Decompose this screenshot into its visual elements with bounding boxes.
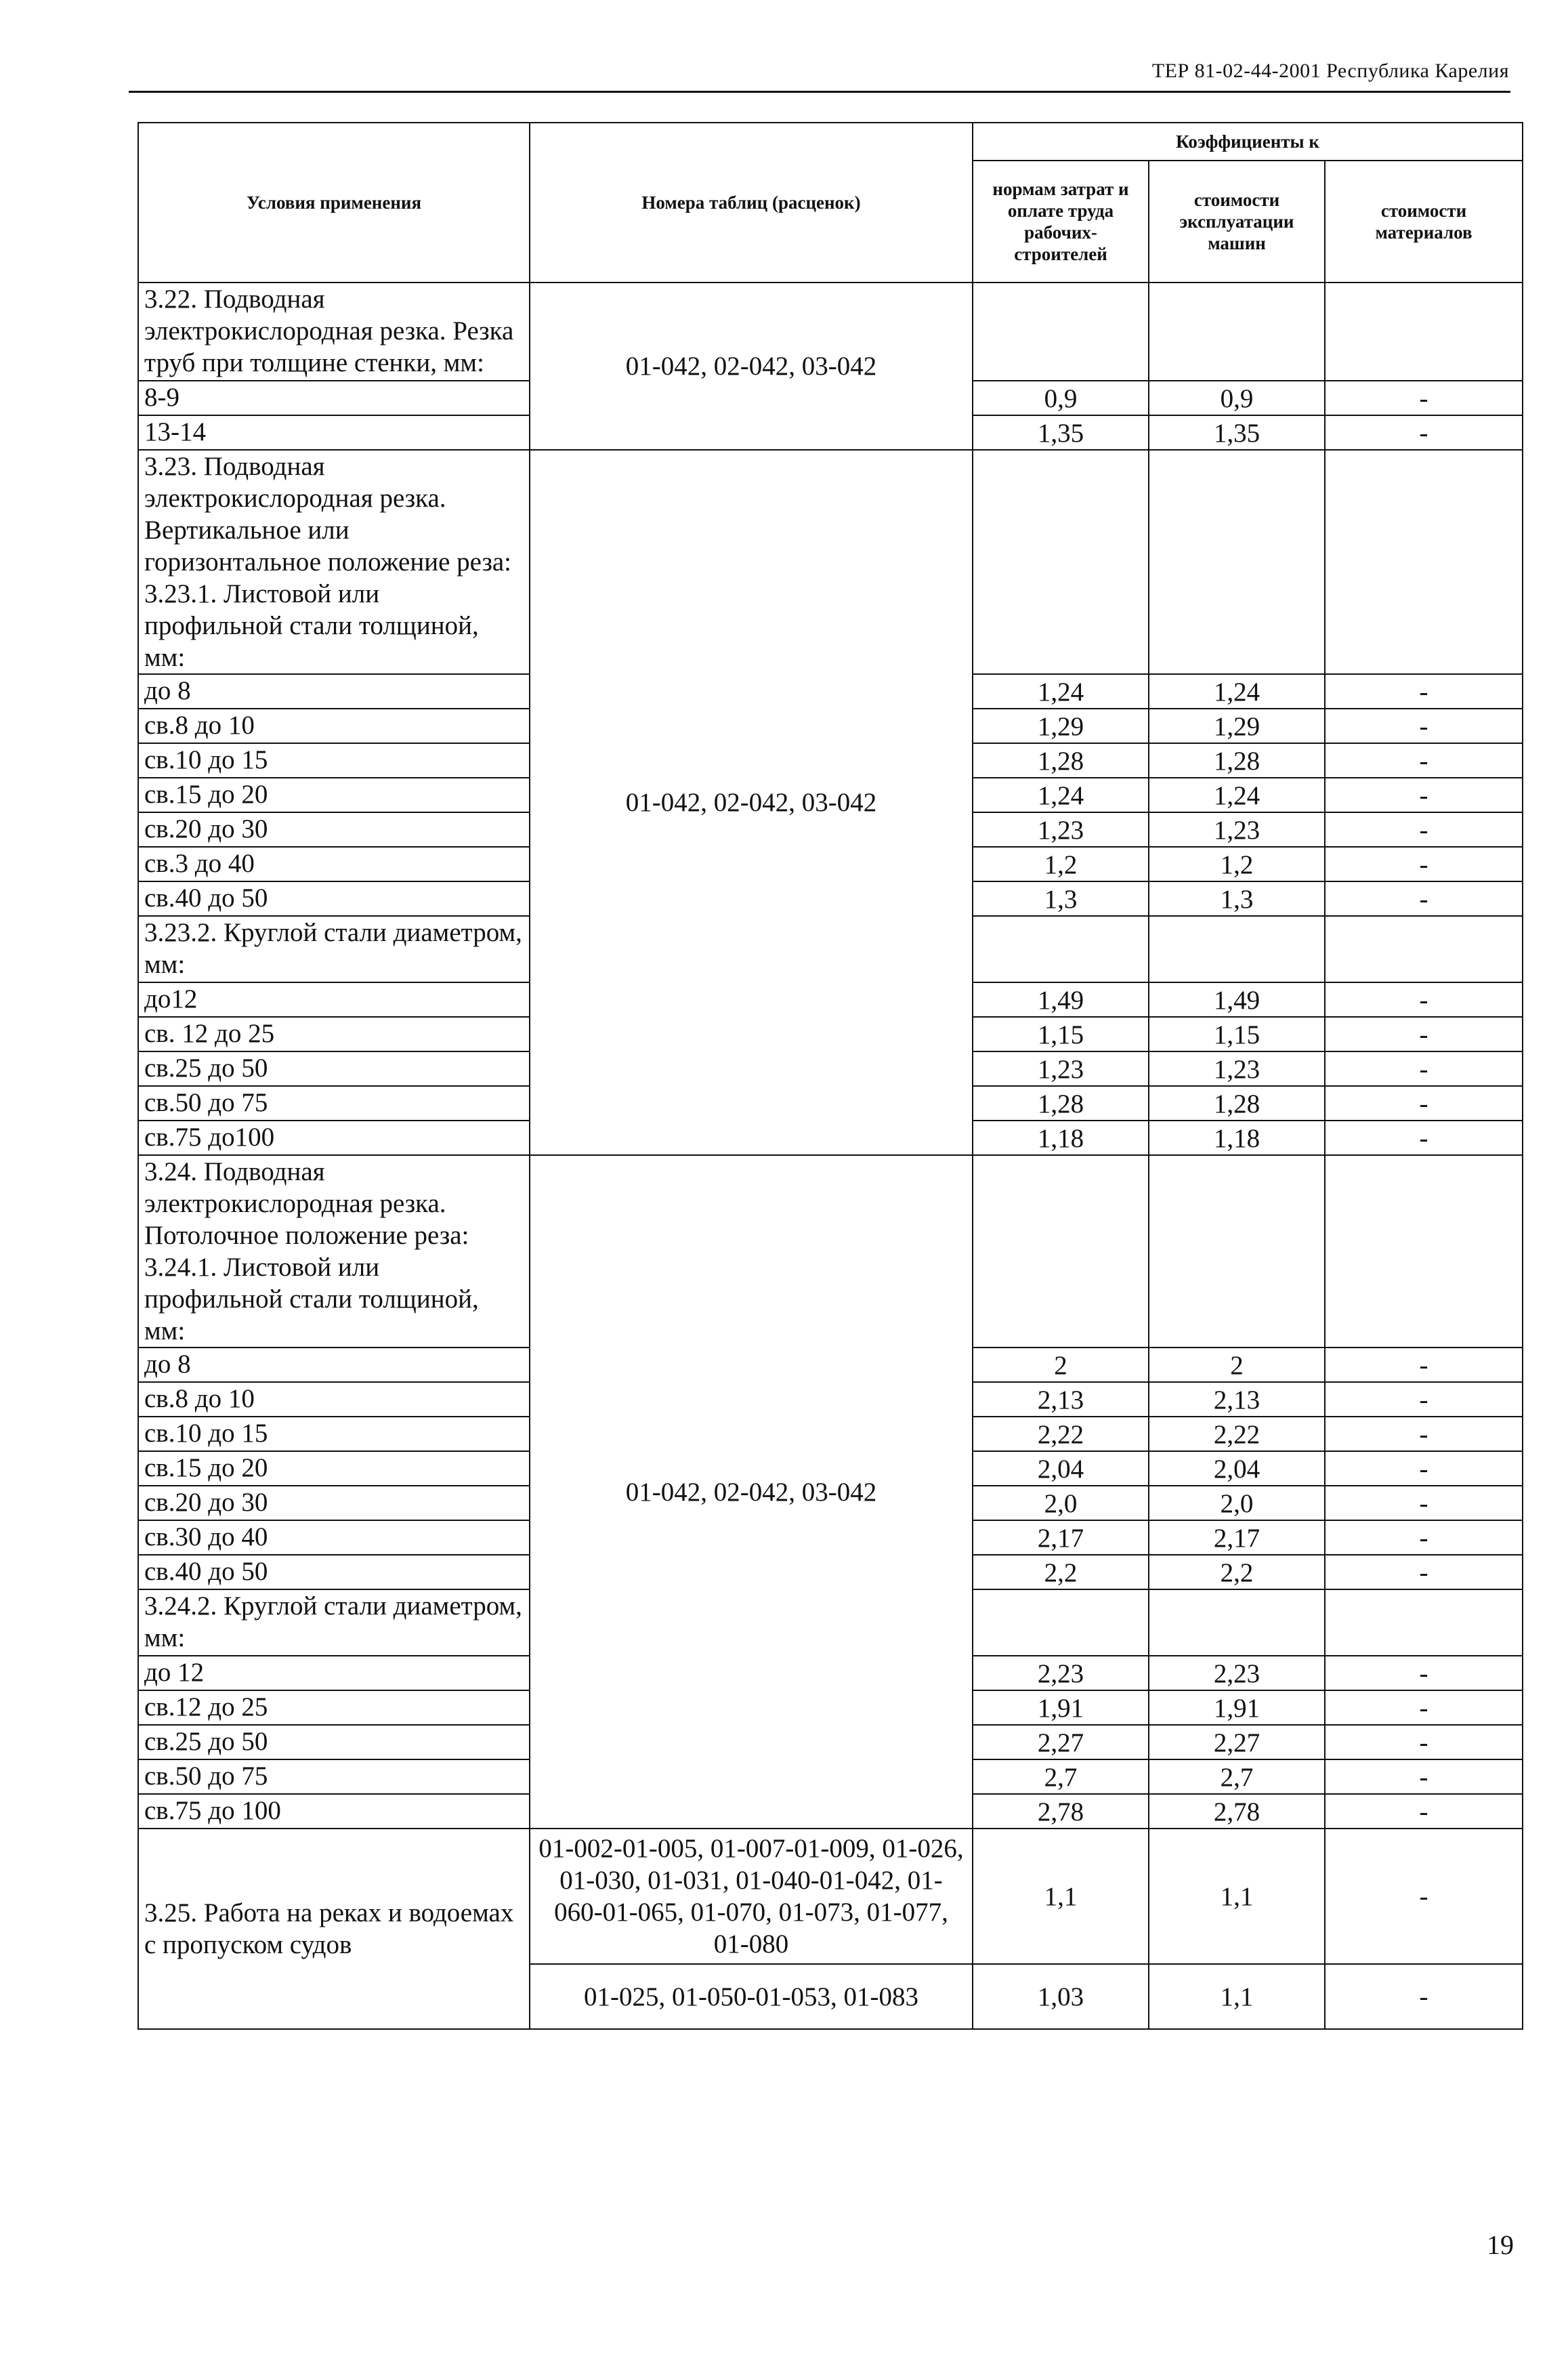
machines-coefficient-cell: 2,22 [1149, 1417, 1325, 1451]
header-table-numbers: Номера таблиц (расценок) [530, 123, 973, 283]
materials-coefficient-cell [1325, 1155, 1523, 1348]
labor-coefficient-cell: 1,03 [973, 1964, 1149, 2029]
labor-coefficient-cell: 1,24 [973, 778, 1149, 812]
materials-coefficient-cell [1325, 1589, 1523, 1656]
labor-coefficient-cell: 1,28 [973, 1086, 1149, 1121]
header-row-1 [138, 123, 1523, 161]
labor-coefficient-cell: 1,29 [973, 709, 1149, 743]
condition-cell: св.8 до 10 [138, 1382, 530, 1417]
labor-coefficient-cell [973, 283, 1149, 381]
machines-coefficient-cell: 2,0 [1149, 1486, 1325, 1520]
labor-coefficient-cell: 2,17 [973, 1520, 1149, 1555]
machines-coefficient-cell: 2,2 [1149, 1555, 1325, 1589]
document-header: ТЕР 81-02-44-2001 Республика Карелия [1151, 60, 1509, 82]
materials-coefficient-cell: - [1325, 1382, 1523, 1417]
condition-cell: до 8 [138, 1348, 530, 1382]
materials-coefficient-cell: - [1325, 1520, 1523, 1555]
machines-coefficient-cell: 2,17 [1149, 1520, 1325, 1555]
header-rule [129, 91, 1510, 93]
machines-coefficient-cell: 1,18 [1149, 1121, 1325, 1155]
materials-coefficient-cell: - [1325, 778, 1523, 812]
table-numbers-cell: 01-002-01-005, 01-007-01-009, 01-026, 01-030, 01-031, 01-040-01-042, 01-060-01-065, 01-070, 01-073, 01-077, 01-080 [530, 1829, 973, 1964]
materials-coefficient-cell: - [1325, 982, 1523, 1017]
machines-coefficient-cell: 1,2 [1149, 847, 1325, 881]
labor-coefficient-cell: 2,27 [973, 1725, 1149, 1759]
labor-coefficient-cell [973, 450, 1149, 674]
condition-cell: св.15 до 20 [138, 778, 530, 812]
table-body [138, 123, 1523, 2029]
condition-cell: св. 12 до 25 [138, 1017, 530, 1051]
materials-coefficient-cell [1325, 283, 1523, 381]
condition-cell: до 8 [138, 674, 530, 709]
materials-coefficient-cell: - [1325, 1348, 1523, 1382]
materials-coefficient-cell: - [1325, 881, 1523, 916]
condition-cell: св.12 до 25 [138, 1690, 530, 1725]
machines-coefficient-cell: 2,27 [1149, 1725, 1325, 1759]
materials-coefficient-cell: - [1325, 1964, 1523, 2029]
materials-coefficient-cell: - [1325, 1121, 1523, 1155]
materials-coefficient-cell: - [1325, 1417, 1523, 1451]
labor-coefficient-cell: 2,04 [973, 1451, 1149, 1486]
table-row [138, 450, 1523, 674]
labor-coefficient-cell: 2 [973, 1348, 1149, 1382]
page-number: 19 [1487, 2230, 1514, 2260]
machines-coefficient-cell: 1,24 [1149, 674, 1325, 709]
condition-cell: 3.23.2. Круглой стали диаметром, мм: [138, 916, 530, 982]
labor-coefficient-cell [973, 1589, 1149, 1656]
labor-coefficient-cell: 1,15 [973, 1017, 1149, 1051]
table-numbers-cell: 01-042, 02-042, 03-042 [530, 283, 973, 450]
condition-cell: св.75 до100 [138, 1121, 530, 1155]
machines-coefficient-cell: 1,91 [1149, 1690, 1325, 1725]
machines-coefficient-cell: 1,49 [1149, 982, 1325, 1017]
condition-cell: 3.22. Подводная электрокислородная резка. Резка труб при толщине стенки, мм: [138, 283, 530, 381]
materials-coefficient-cell: - [1325, 674, 1523, 709]
table-numbers-cell: 01-042, 02-042, 03-042 [530, 450, 973, 1155]
labor-coefficient-cell [973, 916, 1149, 982]
materials-coefficient-cell: - [1325, 1017, 1523, 1051]
condition-cell: св.25 до 50 [138, 1725, 530, 1759]
machines-coefficient-cell: 1,1 [1149, 1964, 1325, 2029]
condition-cell: 3.25. Работа на реках и водоемах с пропуском судов [138, 1829, 530, 2029]
materials-coefficient-cell: - [1325, 381, 1523, 415]
machines-coefficient-cell: 2,7 [1149, 1759, 1325, 1794]
table-row [138, 283, 1523, 381]
materials-coefficient-cell: - [1325, 812, 1523, 847]
materials-coefficient-cell: - [1325, 1051, 1523, 1086]
machines-coefficient-cell: 1,29 [1149, 709, 1325, 743]
labor-coefficient-cell: 2,2 [973, 1555, 1149, 1589]
materials-coefficient-cell [1325, 450, 1523, 674]
condition-cell: св.3 до 40 [138, 847, 530, 881]
condition-cell: 3.24. Подводная электрокислородная резка. Потолочное положение реза: 3.24.1. Листовой или профильной стали толщиной, мм: [138, 1155, 530, 1348]
condition-cell: 8-9 [138, 381, 530, 415]
labor-coefficient-cell: 2,13 [973, 1382, 1149, 1417]
condition-cell: св.25 до 50 [138, 1051, 530, 1086]
condition-cell: 3.23. Подводная электрокислородная резка. Вертикальное или горизонтальное положение реза: 3.23.1. Листовой или профильной стали толщиной, мм: [138, 450, 530, 674]
materials-coefficient-cell: - [1325, 1656, 1523, 1690]
condition-cell: св.40 до 50 [138, 1555, 530, 1589]
labor-coefficient-cell: 2,22 [973, 1417, 1149, 1451]
machines-coefficient-cell: 1,35 [1149, 415, 1325, 450]
labor-coefficient-cell: 2,7 [973, 1759, 1149, 1794]
materials-coefficient-cell: - [1325, 1759, 1523, 1794]
table-row [138, 1155, 1523, 1348]
condition-cell: до12 [138, 982, 530, 1017]
labor-coefficient-cell: 2,78 [973, 1794, 1149, 1829]
machines-coefficient-cell: 2,23 [1149, 1656, 1325, 1690]
condition-cell: св.30 до 40 [138, 1520, 530, 1555]
materials-coefficient-cell: - [1325, 743, 1523, 778]
labor-coefficient-cell: 1,23 [973, 1051, 1149, 1086]
header-conditions: Условия применения [138, 123, 530, 283]
labor-coefficient-cell: 1,91 [973, 1690, 1149, 1725]
machines-coefficient-cell: 1,28 [1149, 743, 1325, 778]
coefficients-table [137, 122, 1523, 2030]
labor-coefficient-cell [973, 1155, 1149, 1348]
materials-coefficient-cell: - [1325, 1555, 1523, 1589]
condition-cell: св.15 до 20 [138, 1451, 530, 1486]
machines-coefficient-cell: 1,15 [1149, 1017, 1325, 1051]
header-labor: нормам затрат и оплате труда рабочих-строителей [973, 161, 1149, 283]
machines-coefficient-cell: 2,13 [1149, 1382, 1325, 1417]
materials-coefficient-cell: - [1325, 415, 1523, 450]
machines-coefficient-cell: 1,23 [1149, 1051, 1325, 1086]
condition-cell: св.75 до 100 [138, 1794, 530, 1829]
machines-coefficient-cell [1149, 1589, 1325, 1656]
header-machines: стоимости эксплуатации машин [1149, 161, 1325, 283]
machines-coefficient-cell: 1,24 [1149, 778, 1325, 812]
labor-coefficient-cell: 1,2 [973, 847, 1149, 881]
machines-coefficient-cell: 1,23 [1149, 812, 1325, 847]
labor-coefficient-cell: 1,28 [973, 743, 1149, 778]
labor-coefficient-cell: 1,23 [973, 812, 1149, 847]
condition-cell: св.10 до 15 [138, 1417, 530, 1451]
machines-coefficient-cell [1149, 283, 1325, 381]
materials-coefficient-cell: - [1325, 1725, 1523, 1759]
condition-cell: св.40 до 50 [138, 881, 530, 916]
machines-coefficient-cell: 2,04 [1149, 1451, 1325, 1486]
labor-coefficient-cell: 0,9 [973, 381, 1149, 415]
condition-cell: св.20 до 30 [138, 1486, 530, 1520]
machines-coefficient-cell: 2 [1149, 1348, 1325, 1382]
materials-coefficient-cell: - [1325, 1451, 1523, 1486]
table-numbers-cell: 01-042, 02-042, 03-042 [530, 1155, 973, 1829]
materials-coefficient-cell: - [1325, 709, 1523, 743]
labor-coefficient-cell: 1,24 [973, 674, 1149, 709]
machines-coefficient-cell: 0,9 [1149, 381, 1325, 415]
condition-cell: 3.24.2. Круглой стали диаметром, мм: [138, 1589, 530, 1656]
machines-coefficient-cell: 1,3 [1149, 881, 1325, 916]
condition-cell: св.50 до 75 [138, 1086, 530, 1121]
condition-cell: св.50 до 75 [138, 1759, 530, 1794]
table-row [138, 1829, 1523, 1964]
condition-cell: св.8 до 10 [138, 709, 530, 743]
labor-coefficient-cell: 1,35 [973, 415, 1149, 450]
condition-cell: до 12 [138, 1656, 530, 1690]
labor-coefficient-cell: 1,49 [973, 982, 1149, 1017]
machines-coefficient-cell [1149, 1155, 1325, 1348]
materials-coefficient-cell: - [1325, 1486, 1523, 1520]
materials-coefficient-cell: - [1325, 1690, 1523, 1725]
condition-cell: св.20 до 30 [138, 812, 530, 847]
materials-coefficient-cell: - [1325, 1086, 1523, 1121]
header-coefficients: Коэффициенты к [973, 123, 1523, 161]
table-numbers-cell: 01-025, 01-050-01-053, 01-083 [530, 1964, 973, 2029]
materials-coefficient-cell: - [1325, 1829, 1523, 1964]
labor-coefficient-cell: 1,3 [973, 881, 1149, 916]
machines-coefficient-cell: 1,1 [1149, 1829, 1325, 1964]
labor-coefficient-cell: 2,23 [973, 1656, 1149, 1690]
materials-coefficient-cell: - [1325, 847, 1523, 881]
labor-coefficient-cell: 1,18 [973, 1121, 1149, 1155]
machines-coefficient-cell: 1,28 [1149, 1086, 1325, 1121]
labor-coefficient-cell: 2,0 [973, 1486, 1149, 1520]
condition-cell: 13-14 [138, 415, 530, 450]
condition-cell: св.10 до 15 [138, 743, 530, 778]
machines-coefficient-cell: 2,78 [1149, 1794, 1325, 1829]
machines-coefficient-cell [1149, 450, 1325, 674]
materials-coefficient-cell [1325, 916, 1523, 982]
materials-coefficient-cell: - [1325, 1794, 1523, 1829]
labor-coefficient-cell: 1,1 [973, 1829, 1149, 1964]
machines-coefficient-cell [1149, 916, 1325, 982]
header-materials: стоимости материалов [1325, 161, 1523, 283]
